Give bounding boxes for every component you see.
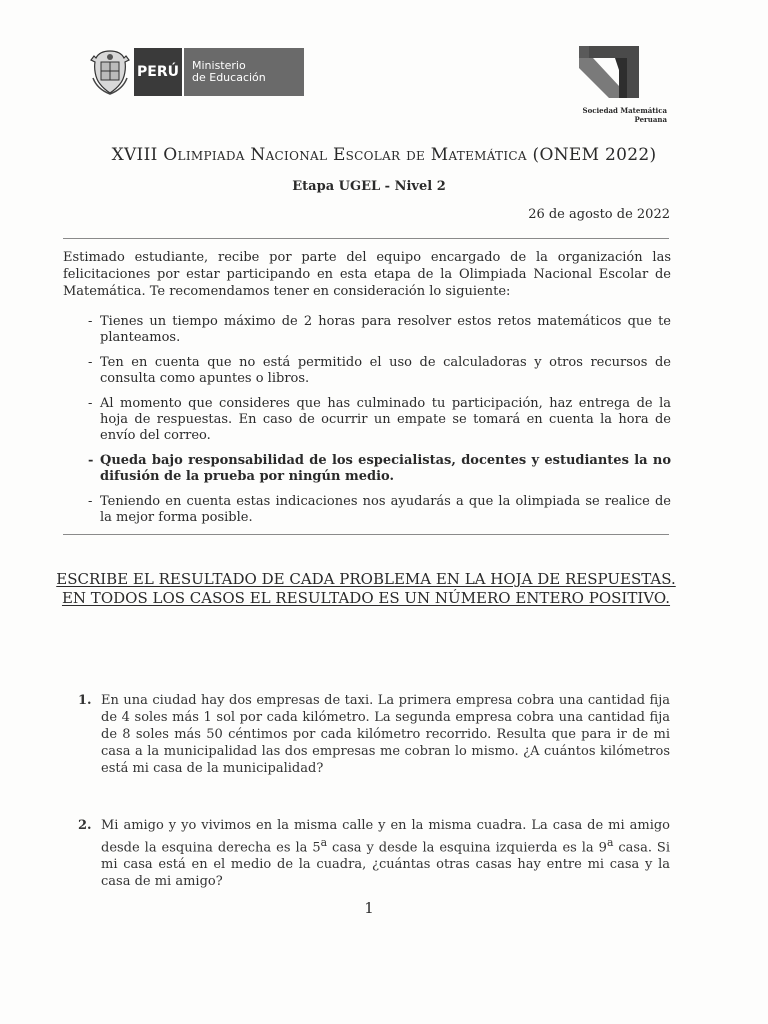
ministry-line-1: Ministerio: [192, 59, 246, 72]
problem-item: [78, 817, 670, 890]
minedu-logo: [88, 48, 304, 96]
ministry-line-2: de Educación: [192, 71, 266, 84]
indications-list: [88, 314, 671, 535]
ministry-label: [184, 48, 304, 96]
divider-bottom: [63, 534, 669, 535]
indication-text: Tienes un tiempo máximo de 2 horas para resolver estos retos matemáticos que te planteamos.: [100, 314, 671, 345]
dash-marker: -: [88, 355, 93, 370]
instructions-banner: [0, 570, 732, 608]
smp-name: Sociedad Matemática Peruana: [582, 106, 667, 124]
dash-marker: -: [88, 314, 93, 329]
indication-item: [88, 494, 671, 526]
coat-of-arms-icon: [88, 48, 132, 96]
problem-text-part-3: casa. Si mi casa está en el medio de la cuadra, ¿cuántas otras casas hay entre mi casa y la casa de mi amigo?: [101, 840, 670, 890]
divider-top: [63, 238, 669, 239]
dash-marker: -: [88, 453, 94, 468]
peru-label: PERÚ: [134, 48, 184, 96]
document-subtitle: Etapa UGEL - Nivel 2: [292, 179, 446, 194]
dash-marker: -: [88, 396, 93, 411]
indication-text: Teniendo en cuenta estas indicaciones nos ayudarás a que la olimpiada se realice de la mejor forma posible.: [100, 494, 671, 525]
problem-text-part-2: casa y desde la esquina izquierda es la 9: [327, 840, 607, 856]
indication-text: Ten en cuenta que no está permitido el uso de calculadoras y otros recursos de consulta como apuntes o libros.: [100, 355, 671, 386]
indication-item: [88, 396, 671, 444]
indication-item-bold: [88, 453, 671, 485]
problem-number: 2.: [78, 818, 92, 833]
banner-line-2: EN TODOS LOS CASOS EL RESULTADO ES UN NÚMERO ENTERO POSITIVO.: [61, 589, 671, 607]
document-date: 26 de agosto de 2022: [528, 207, 670, 222]
problem-text-part-1: Mi amigo y yo vivimos en la misma calle y en la misma cuadra. La casa de mi amigo desde la esquina derecha es la 5: [101, 818, 670, 856]
problem-item: [78, 692, 670, 777]
document-title: XVIII Olimpiada Nacional Escolar de Matemática (ONEM 2022): [111, 145, 657, 165]
indication-item: [88, 355, 671, 387]
indication-text: Queda bajo responsabilidad de los especialistas, docentes y estudiantes la no difusión de la prueba por ningún medio.: [100, 453, 671, 484]
banner-line-1: ESCRIBE EL RESULTADO DE CADA PROBLEMA EN LA HOJA DE RESPUESTAS.: [56, 570, 676, 588]
problems-list: [78, 692, 670, 890]
indication-item: [88, 314, 671, 346]
page-number: 1: [364, 899, 374, 917]
impossible-triangle-icon: [575, 40, 643, 102]
problem-text: En una ciudad hay dos empresas de taxi. La primera empresa cobra una cantidad fija de 4 soles más 1 sol por cada kilómetro. La segunda empresa cobra una cantidad fija de 8 soles más 50 céntimos por cada kilómetro recorrido. Resulta que para ir de mi casa a la municipalidad las dos empresas me cobran lo mismo. ¿A cuántos kilómetros está mi casa de la municipalidad?: [101, 693, 670, 776]
intro-paragraph: Estimado estudiante, recibe por parte del equipo encargado de la organización las felicitaciones por estar participando en esta etapa de la Olimpiada Nacional Escolar de Matemática. Te recomendamos tener en consideración lo siguiente:: [63, 250, 671, 299]
problem-number: 1.: [78, 693, 92, 708]
smp-logo: [555, 40, 675, 124]
ordinal-superscript: a: [320, 836, 328, 849]
dash-marker: -: [88, 494, 93, 509]
indication-text: Al momento que consideres que has culminado tu participación, haz entrega de la hoja de respuestas. En caso de ocurrir un empate se tomará en cuenta la hora de envío del correo.: [100, 396, 671, 443]
ordinal-superscript: a: [606, 836, 614, 849]
